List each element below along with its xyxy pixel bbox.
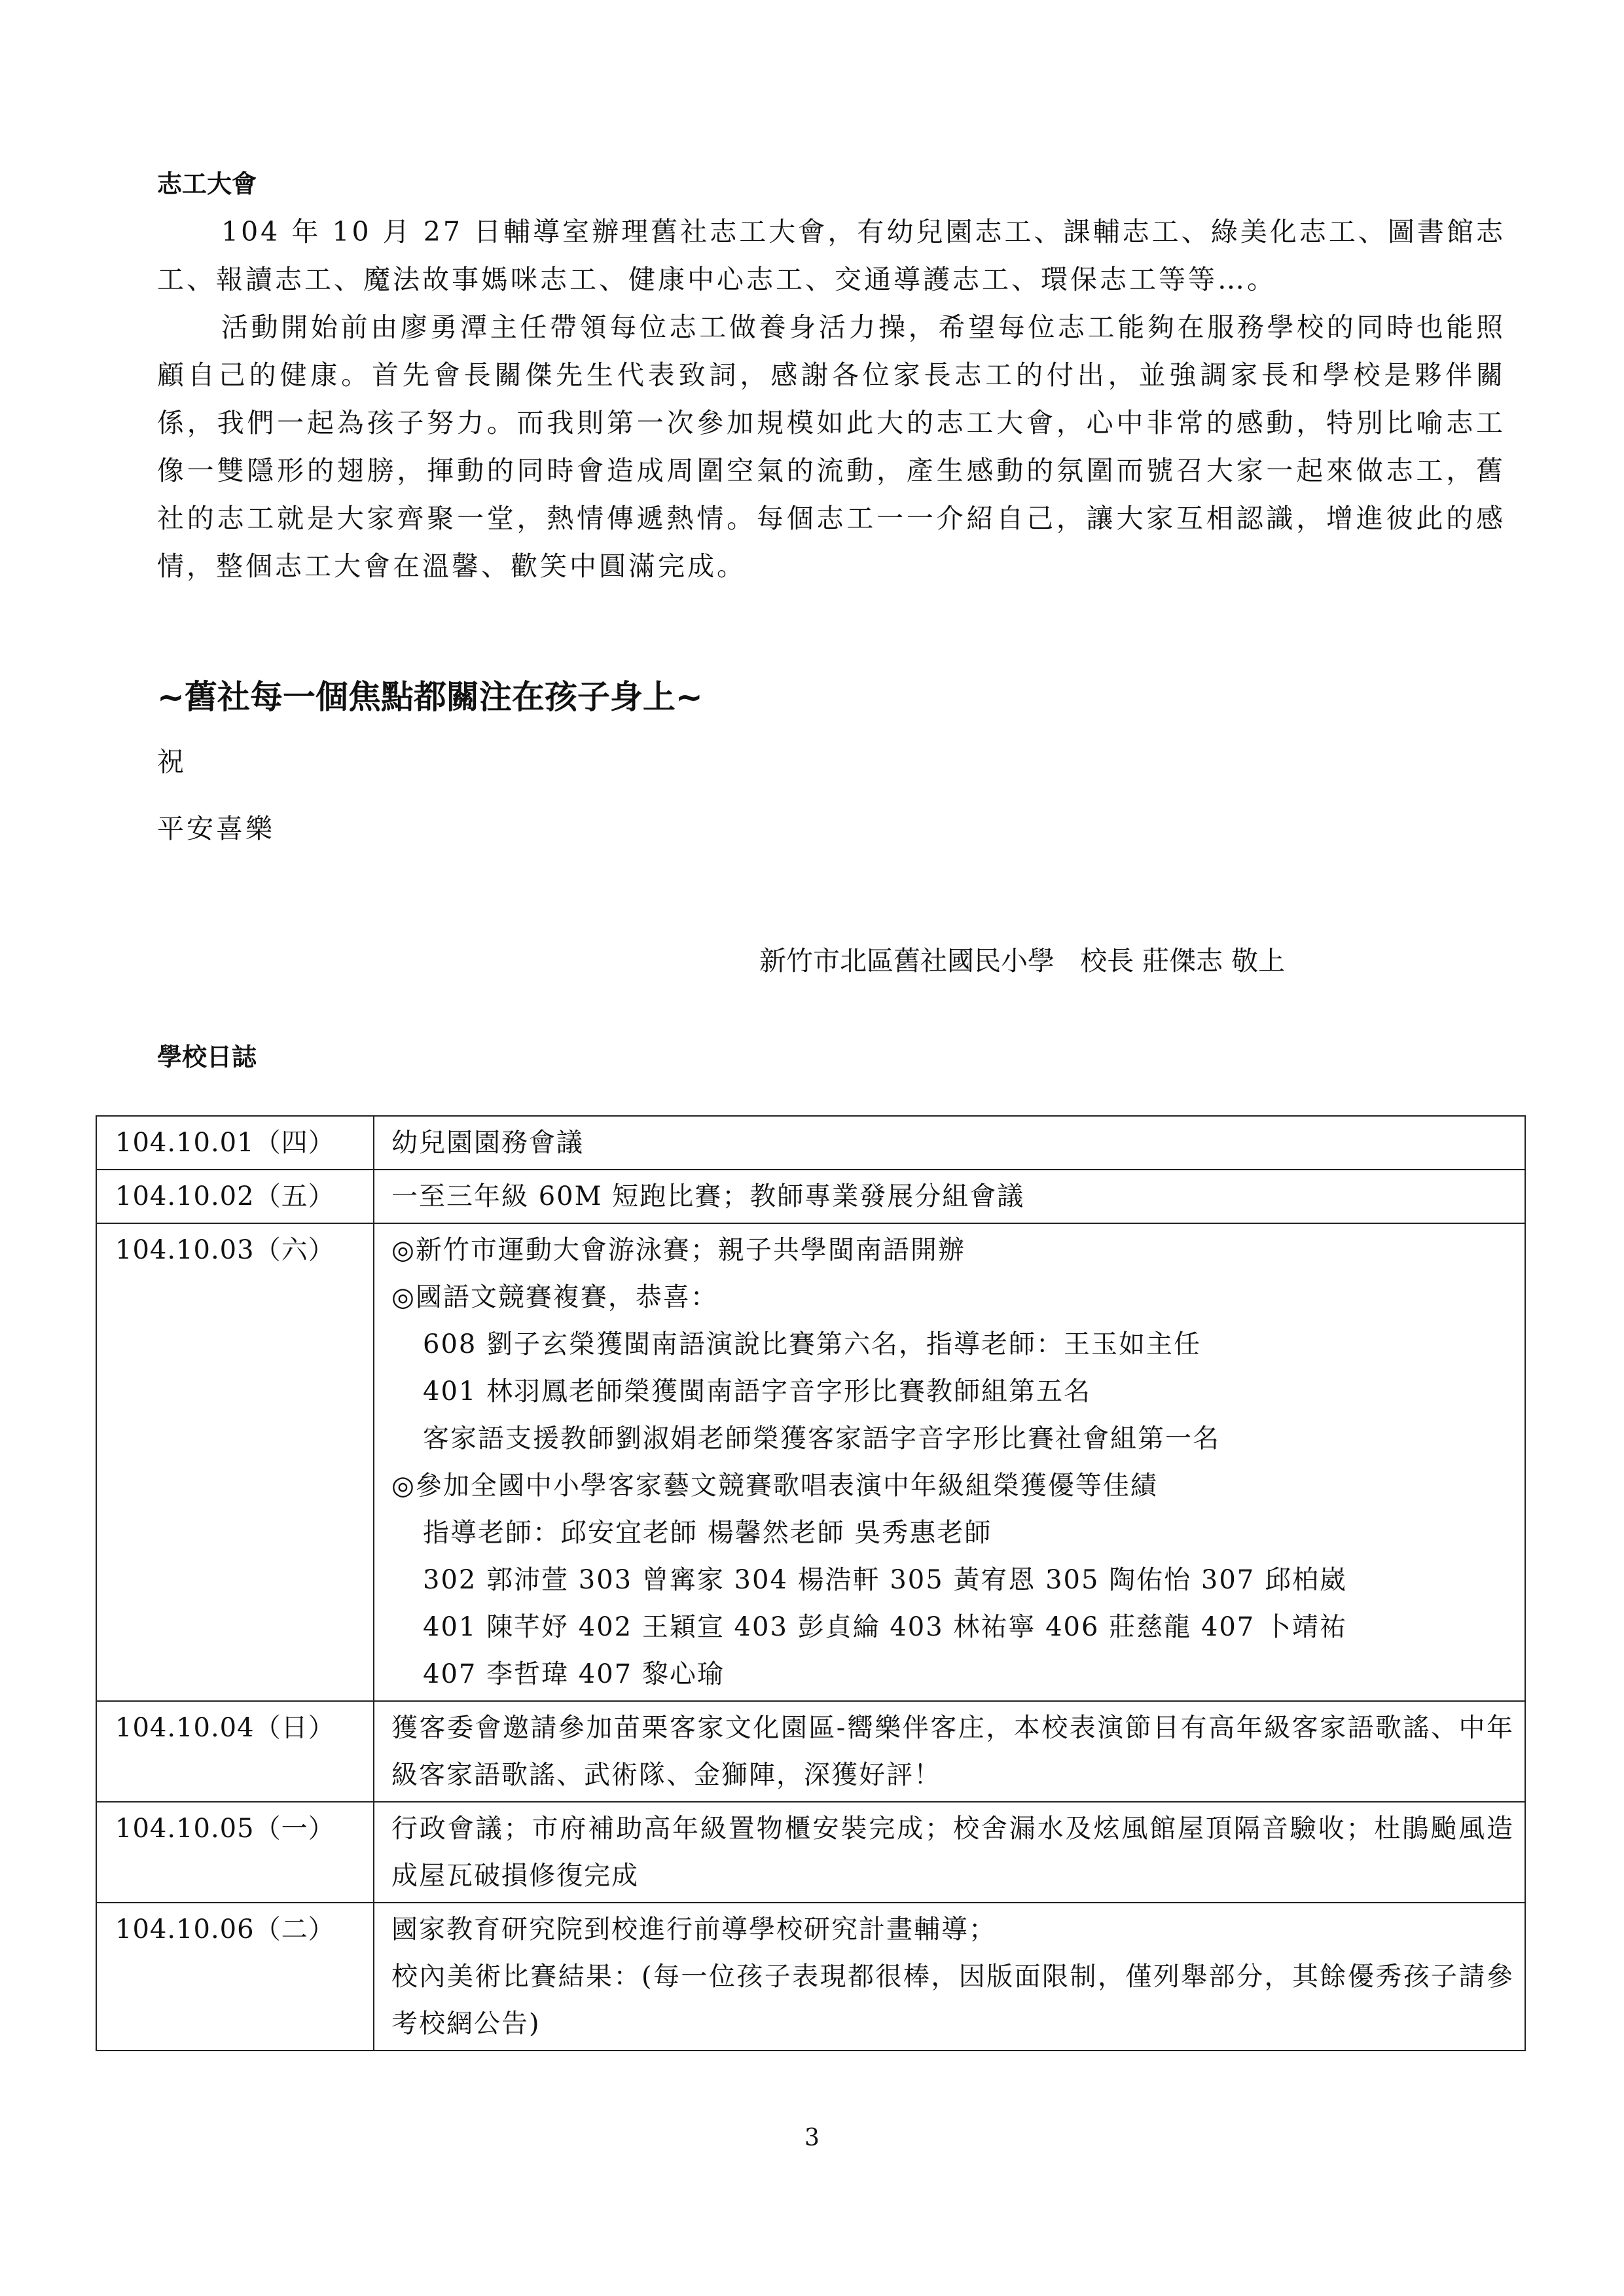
- table-row: [96, 1170, 1525, 1223]
- diary-events-cell: [374, 1223, 1525, 1701]
- diary-date-cell: 104.10.06（二）: [96, 1903, 374, 2051]
- table-row: [96, 1223, 1525, 1701]
- school-diary-table: [96, 1115, 1526, 2051]
- diary-event-line: 401 陳芊妤 402 王穎宣 403 彭貞綸 403 林祐寧 406 莊慈龍 407 卜靖祐: [423, 1612, 1347, 1642]
- table-row: [96, 1802, 1525, 1903]
- diary-event-line: 指導老師：邱安宜老師 楊馨然老師 吳秀惠老師: [423, 1518, 992, 1548]
- volunteer-paragraph: 104 年 10 月 27 日輔導室辦理舊社志工大會，有幼兒園志工、課輔志工、綠美化志工、圖書館志工、報讀志工、魔法故事媽咪志工、健康中心志工、交通導護志工、環保志工等等…。: [157, 216, 1506, 295]
- volunteer-paragraph: 活動開始前由廖勇潭主任帶領每位志工做養身活力操，希望每位志工能夠在服務學校的同時也能照顧自己的健康。首先會長關傑先生代表致詞，感謝各位家長志工的付出，並強調家長和學校是夥伴關係，我們一起為孩子努力。而我則第一次參加規模如此大的志工大會，心中非常的感動，特別比喻志工像一雙隱形的翅膀，揮動的同時會造成周圍空氣的流動，產生感動的氛圍而號召大家一起來做志工，舊社的志工就是大家齊聚一堂，熱情傳遞熱情。每個志工一一介紹自己，讓大家互相認識，增進彼此的感情，整個志工大會在溫馨、歡笑中圓滿完成。: [157, 312, 1506, 582]
- table-row: [96, 1701, 1525, 1802]
- diary-event-line: ◎參加全國中小學客家藝文競賽歌唱表演中年級組榮獲優等佳績: [391, 1471, 1158, 1501]
- diary-event-line: 國家教育研究院到校進行前導學校研究計畫輔導；: [391, 1914, 996, 1945]
- diary-event-line: 幼兒園園務會議: [391, 1128, 584, 1158]
- diary-date-cell: 104.10.04（日）: [96, 1701, 374, 1802]
- signature-line: 新竹市北區舊社國民小學 校長 莊傑志 敬上: [759, 945, 1286, 977]
- diary-event-line: 行政會議；市府補助高年級置物櫃安裝完成；校舍漏水及炫風館屋頂隔音驗收；杜鵑颱風造成屋瓦破損修復完成: [391, 1814, 1514, 1891]
- diary-event-line: 獲客委會邀請參加苗栗客家文化園區-嚮樂伴客庄，本校表演節目有高年級客家語歌謠、中年級客家語歌謠、武術隊、金獅陣，深獲好評！: [391, 1713, 1514, 1790]
- diary-event-line: 一至三年級 60M 短跑比賽；教師專業發展分組會議: [391, 1181, 1025, 1211]
- diary-event-line: 校內美術比賽結果：(每一位孩子表現都很棒，因版面限制，僅列舉部分，其餘優秀孩子請參考校網公告): [391, 1962, 1514, 2039]
- diary-event-line: 302 郭沛萱 303 曾寗家 304 楊浩軒 305 黃宥恩 305 陶佑怡 307 邱柏崴: [423, 1565, 1347, 1595]
- diary-event-line: 407 李哲瑋 407 黎心瑜: [423, 1659, 725, 1689]
- slogan-heading: ~舊社每一個焦點都關注在孩子身上~: [157, 678, 703, 716]
- diary-events-cell: [374, 1802, 1525, 1903]
- diary-events-cell: [374, 1903, 1525, 2051]
- greeting-line: 祝: [157, 746, 184, 778]
- diary-date-cell: 104.10.01（四）: [96, 1116, 374, 1170]
- diary-event-line: 608 劉子玄榮獲閩南語演說比賽第六名，指導老師：王玉如主任: [423, 1329, 1202, 1359]
- volunteer-section-body: [157, 208, 1506, 590]
- school-diary-title: 學校日誌: [157, 1043, 257, 1071]
- diary-events-cell: [374, 1701, 1525, 1802]
- diary-event-line: ◎新竹市運動大會游泳賽；親子共學閩南語開辦: [391, 1235, 965, 1265]
- table-row: [96, 1116, 1525, 1170]
- diary-event-line: 客家語支援教師劉淑娟老師榮獲客家語字音字形比賽社會組第一名: [423, 1424, 1220, 1454]
- diary-date-cell: 104.10.02（五）: [96, 1170, 374, 1223]
- greeting-line: 平安喜樂: [157, 813, 275, 844]
- diary-event-line: ◎國語文競賽複賽，恭喜：: [391, 1282, 718, 1312]
- diary-event-line: 401 林羽鳳老師榮獲閩南語字音字形比賽教師組第五名: [423, 1376, 1092, 1407]
- diary-date-cell: 104.10.03（六）: [96, 1223, 374, 1701]
- diary-events-cell: [374, 1170, 1525, 1223]
- page-number: 3: [804, 2125, 820, 2151]
- table-row: [96, 1903, 1525, 2051]
- diary-events-cell: [374, 1116, 1525, 1170]
- volunteer-section-title: 志工大會: [157, 170, 257, 198]
- diary-date-cell: 104.10.05（一）: [96, 1802, 374, 1903]
